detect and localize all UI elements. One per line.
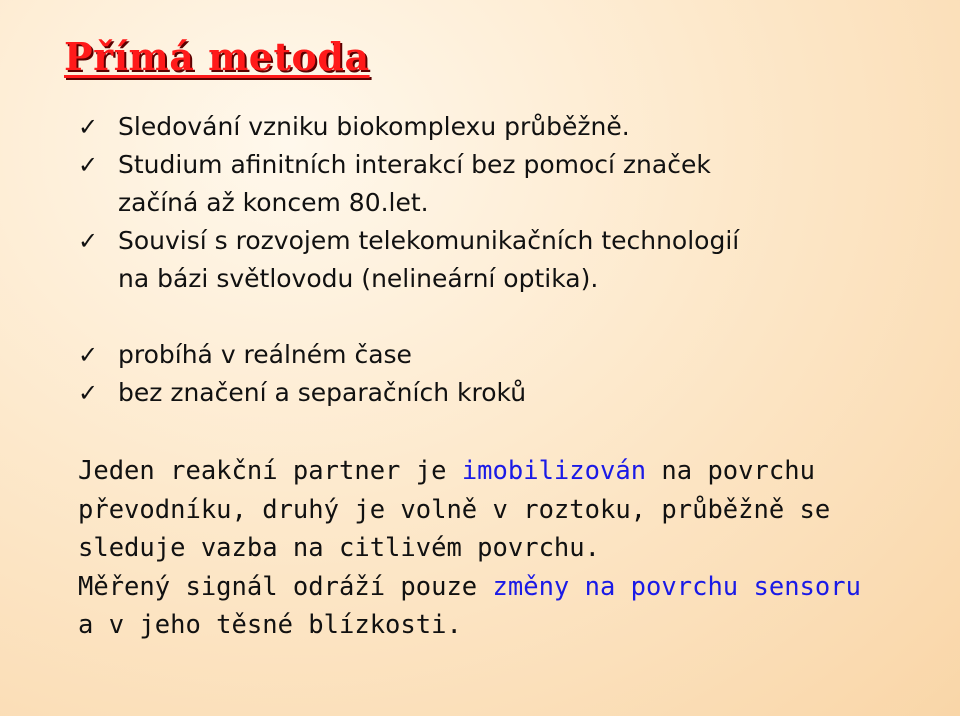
bullet-text-continuation: začíná až koncem 80.let. <box>118 188 429 217</box>
bullet-item <box>78 222 739 298</box>
bullet-list-main <box>78 108 739 298</box>
bullet-item <box>78 146 739 222</box>
check-icon: ✓ <box>78 341 99 369</box>
paragraph-line: a v jeho těsné blízkosti. <box>78 610 462 640</box>
description-paragraph <box>78 452 861 645</box>
paragraph-line: sleduje vazba na citlivém povrchu. <box>78 533 600 563</box>
bullet-item <box>78 108 739 146</box>
bullet-text: Sledování vzniku biokomplexu průběžně. <box>118 112 630 141</box>
highlight-text: imobilizován <box>461 456 647 486</box>
check-icon: ✓ <box>78 227 99 255</box>
bullet-text: Studium afinitních interakcí bez pomocí značek <box>118 150 711 179</box>
check-icon: ✓ <box>78 151 99 179</box>
paragraph-line: převodníku, druhý je volně v roztoku, průběžně se <box>78 494 831 525</box>
paragraph-text: Jeden reakční partner je <box>78 456 462 486</box>
paragraph-text: na povrchu <box>646 456 815 486</box>
bullet-item <box>78 374 526 412</box>
check-icon: ✓ <box>78 379 99 407</box>
highlight-text: změny na povrchu sensoru <box>492 571 861 602</box>
bullet-text: probíhá v reálném čase <box>118 340 412 369</box>
paragraph-line <box>78 452 861 491</box>
check-icon: ✓ <box>78 113 99 141</box>
bullet-text-continuation: na bázi světlovodu (nelineární optika). <box>118 264 599 293</box>
bullet-list-properties <box>78 336 526 412</box>
bullet-text: bez značení a separačních kroků <box>118 378 527 407</box>
bullet-text: Souvisí s rozvojem telekomunikačních technologií <box>118 226 740 255</box>
paragraph-text: Měřený signál odráží pouze <box>78 571 493 602</box>
paragraph-line <box>78 568 861 607</box>
bullet-item <box>78 336 526 374</box>
slide-title: Přímá metoda <box>64 34 370 79</box>
